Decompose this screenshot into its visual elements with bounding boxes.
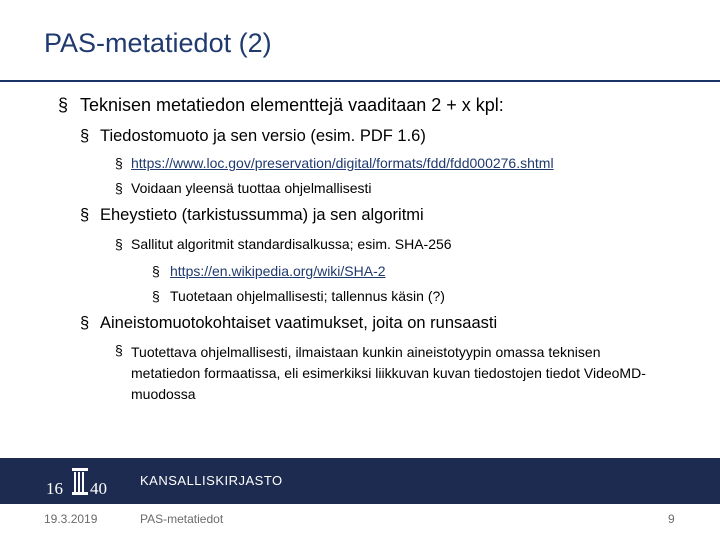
bullet-text: Tuotettava ohjelmallisesti, ilmaistaan kunkin aineistotyypin omassa teknisen metatiedon formaatissa, eli esimerkiksi liikkuvan kuvan tiedostojen tiedot VideoMD-muodossa: [131, 344, 646, 402]
bullet-generated: [115, 180, 372, 196]
slide-title: PAS-metatiedot (2): [44, 28, 272, 58]
logo-column-icon: [72, 468, 88, 495]
logo-left-text: 16: [46, 479, 63, 498]
bullet-technical-metadata: [58, 95, 504, 116]
logo-right-text: 40: [90, 479, 107, 498]
bullet-loc-link: [115, 155, 554, 171]
bullet-marker: §: [80, 206, 90, 224]
bullet-text: Tuotetaan ohjelmallisesti; tallennus käsin (?): [170, 288, 445, 304]
bullet-marker: §: [152, 263, 160, 279]
bullet-marker: §: [115, 236, 123, 252]
bullet-text: Eheystieto (tarkistussumma) ja sen algoritmi: [100, 206, 424, 224]
national-library-logo: [44, 464, 120, 500]
bullet-marker: §: [152, 288, 160, 304]
bullet-produced: [152, 288, 445, 304]
title-divider: [0, 80, 720, 82]
loc-link[interactable]: https://www.loc.gov/preservation/digital/formats/fdd/fdd000276.shtml: [131, 155, 554, 171]
bullet-marker: §: [115, 155, 123, 171]
bullet-marker: §: [80, 127, 90, 145]
bullet-text: Aineistomuotokohtaiset vaatimukset, joita on runsaasti: [100, 314, 498, 332]
bullet-text: Tiedostomuoto ja sen versio (esim. PDF 1.6): [100, 127, 426, 145]
bullet-marker: §: [80, 314, 90, 332]
sha2-link[interactable]: https://en.wikipedia.org/wiki/SHA-2: [170, 263, 386, 279]
bullet-marker: §: [58, 95, 69, 115]
bullet-produced-programmatically: [115, 342, 671, 405]
bullet-text: Teknisen metatiedon elementtejä vaaditaan 2 + x kpl:: [80, 95, 504, 115]
bullet-marker: §: [115, 180, 123, 196]
bullet-checksum: [80, 206, 424, 225]
bullet-algorithms: [115, 236, 452, 252]
bullet-material-requirements: [80, 314, 497, 333]
footer-title: PAS-metatiedot: [140, 512, 224, 526]
bullet-text: Voidaan yleensä tuottaa ohjelmallisesti: [131, 180, 372, 196]
page-number: 9: [668, 512, 675, 526]
bullet-sha-link: [152, 263, 386, 279]
footer-date: 19.3.2019: [44, 512, 98, 526]
band-org-name: KANSALLISKIRJASTO: [140, 473, 283, 488]
bullet-marker: §: [115, 342, 123, 358]
bullet-file-format: [80, 127, 426, 146]
bullet-text: Sallitut algoritmit standardisalkussa; esim. SHA-256: [131, 236, 452, 252]
